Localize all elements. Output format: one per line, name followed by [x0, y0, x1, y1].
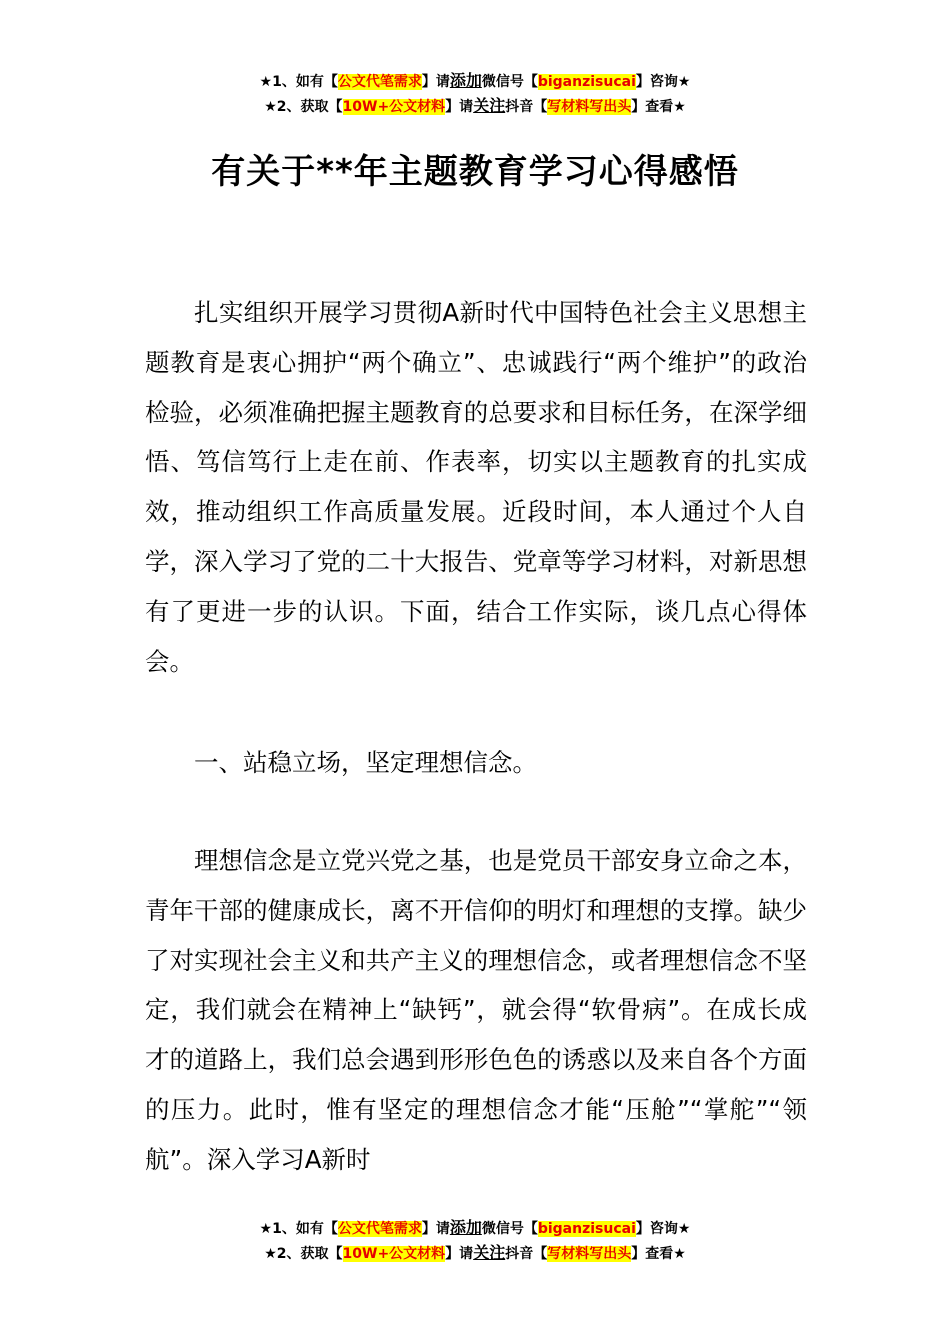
promo-underline: 关注	[473, 96, 506, 115]
promo-text: 】查看★	[631, 1246, 686, 1262]
promo-text: 】咨询★	[635, 1221, 691, 1237]
promo-line-2	[0, 94, 950, 119]
body-paragraph-1	[145, 288, 807, 686]
promo-line-2	[0, 1241, 950, 1266]
header-promo-banner	[0, 69, 950, 119]
paragraph-text: 扎实组织开展学习贯彻A新时代中国特色社会主义思想主题教育是衷心拥护“两个确立”、忠诚践行“两个维护”的政治检验，必须准确把握主题教育的总要求和目标任务，在深学细悟、笃信笃行上走在前、作表率，切实以主题教育的扎实成效，推动组织工作高质量发展。近段时间，本人通过个人自学，深入学习了党的二十大报告、党章等学习材料，对新思想有了更进一步的认识。下面，结合工作实际，谈几点心得体会。	[145, 298, 807, 676]
wechat-id-highlight: biganzisucai	[537, 1221, 636, 1237]
document-title: 有关于**年主题教育学习心得感悟	[211, 152, 739, 192]
footer-promo-banner	[0, 1216, 950, 1266]
promo-text: ★1、如有【	[259, 74, 338, 90]
promo-text: 微信号【	[481, 1221, 538, 1237]
heading-text: 一、站稳立场，坚定理想信念。	[194, 748, 537, 777]
promo-text: 】查看★	[631, 99, 686, 115]
body-paragraph-2	[145, 836, 807, 1186]
promo-text: ★2、获取【	[264, 1246, 343, 1262]
wechat-id-highlight: biganzisucai	[537, 74, 636, 90]
paragraph-text: 理想信念是立党兴党之基，也是党员干部安身立命之本，青年干部的健康成长，离不开信仰的明灯和理想的支撑。缺少了对实现社会主义和共产主义的理想信念，或者理想信念不坚定，我们就会在精神上“缺钙”，就会得“软骨病”。在成长成才的道路上，我们总会遇到形形色色的诱惑以及来自各个方面的压力。此时，惟有坚定的理想信念才能“压舱”“掌舵”“领航”。深入学习A新时	[145, 846, 807, 1174]
promo-text: ★2、获取【	[264, 99, 343, 115]
promo-line-1	[0, 69, 950, 94]
promo-text: ★1、如有【	[259, 1221, 338, 1237]
promo-underline: 添加	[449, 1218, 482, 1237]
promo-text: 】咨询★	[635, 74, 691, 90]
promo-highlight: 10W+公文材料	[342, 1246, 446, 1262]
promo-highlight: 公文代笔需求	[337, 1221, 422, 1237]
promo-underline: 关注	[473, 1243, 506, 1262]
promo-text: 】请	[445, 99, 474, 115]
douyin-id-highlight: 写材料写出头	[547, 99, 632, 115]
promo-underline: 添加	[449, 71, 482, 90]
promo-text: 抖音【	[505, 1246, 548, 1262]
promo-text: 】请	[421, 1221, 450, 1237]
promo-highlight: 公文代笔需求	[337, 74, 422, 90]
promo-line-1	[0, 1216, 950, 1241]
promo-highlight: 10W+公文材料	[342, 99, 446, 115]
section-heading-1	[145, 738, 807, 788]
douyin-id-highlight: 写材料写出头	[547, 1246, 632, 1262]
promo-text: 抖音【	[505, 99, 548, 115]
promo-text: 】请	[445, 1246, 474, 1262]
promo-text: 】请	[421, 74, 450, 90]
promo-text: 微信号【	[481, 74, 538, 90]
